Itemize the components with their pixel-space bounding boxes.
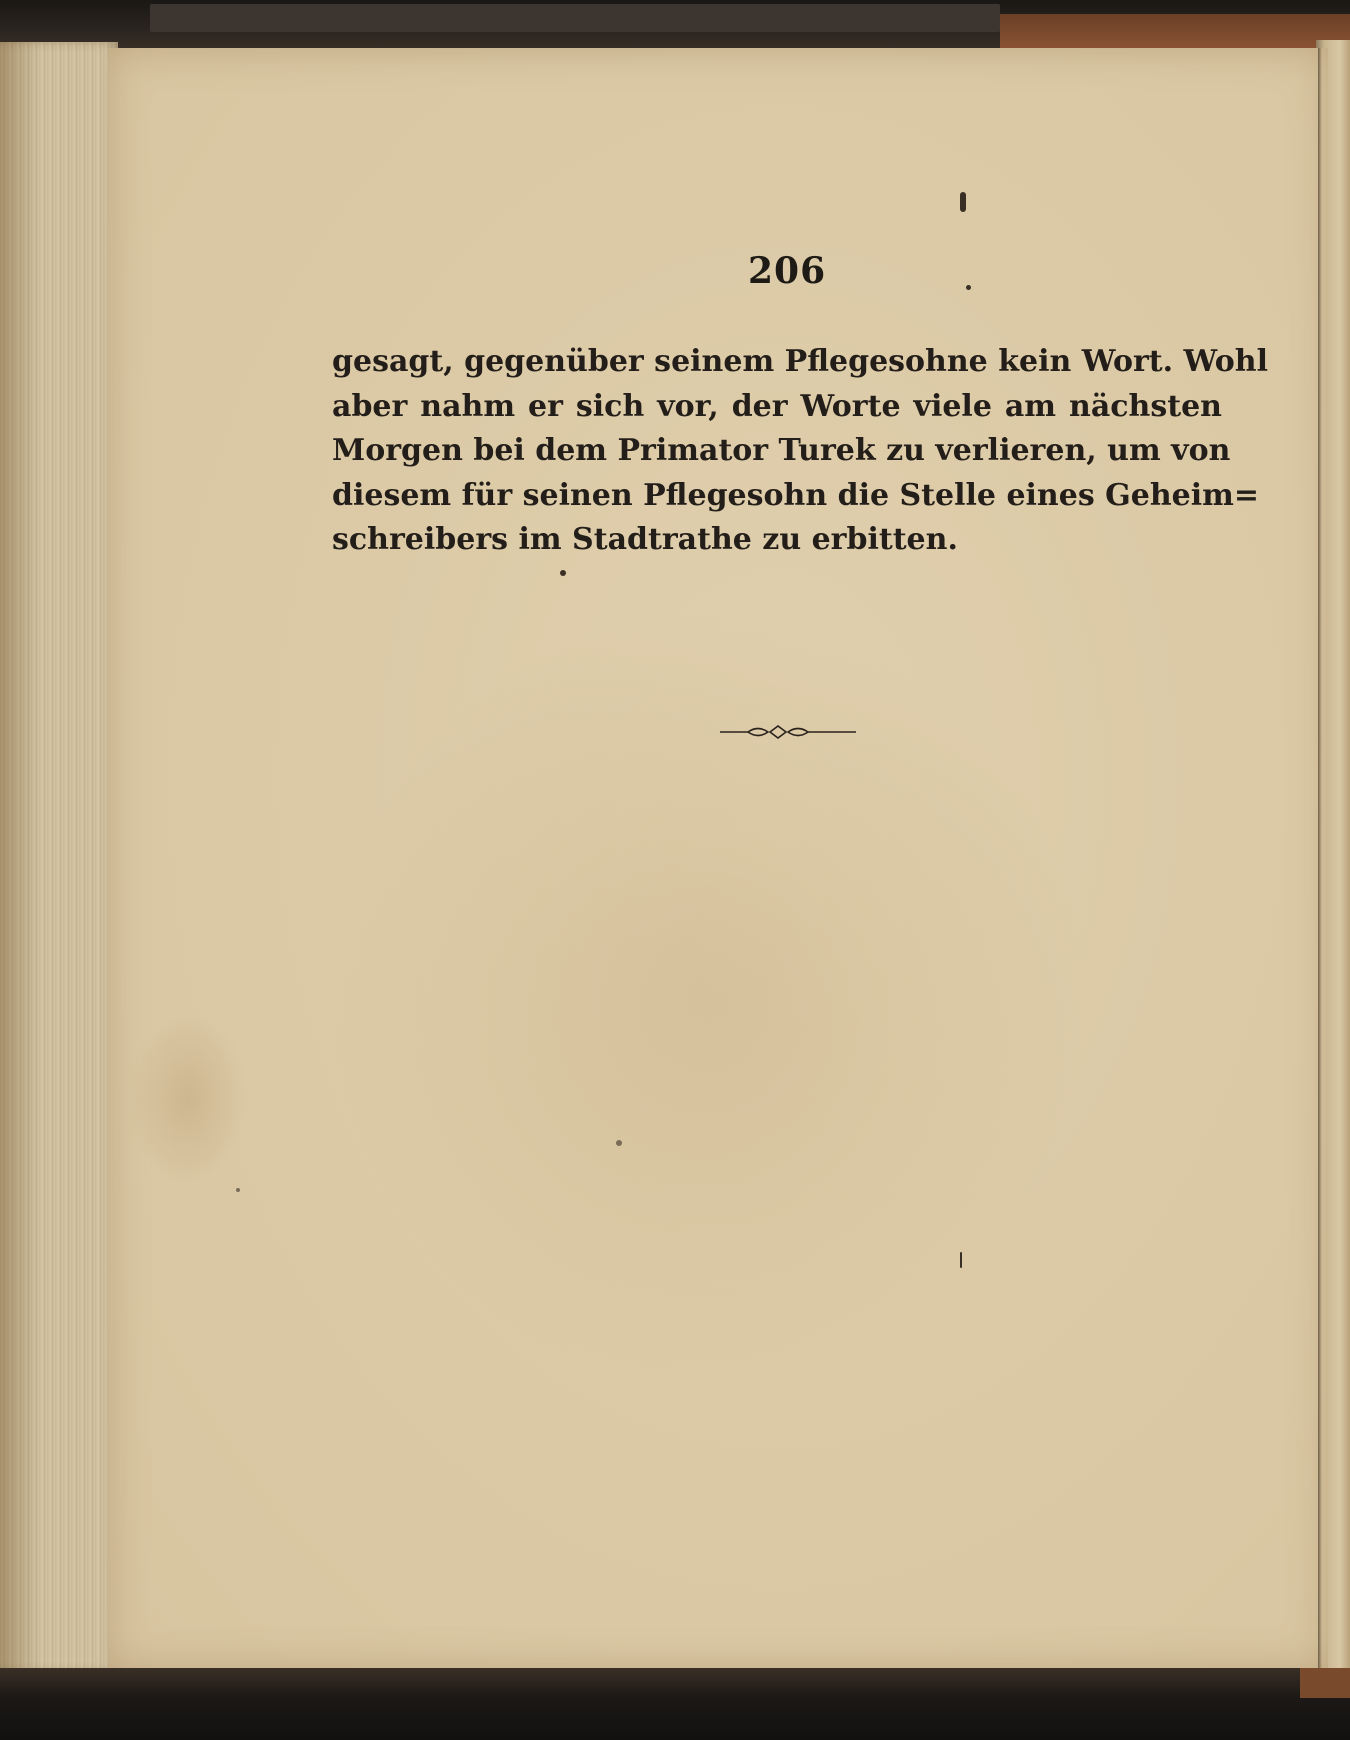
page-edges-stack <box>0 42 118 1672</box>
paper-stain <box>128 1008 248 1188</box>
specks <box>236 1188 240 1192</box>
specks <box>966 285 971 290</box>
gutter-shadow <box>1318 48 1322 1670</box>
book-cover-bottom <box>0 1668 1350 1740</box>
text-line: diesem für seinen Pflegesohn die Stelle eines Geheim= <box>332 477 1260 513</box>
specks <box>560 570 566 576</box>
spine-leather <box>150 4 1000 32</box>
body-text <box>332 340 1269 563</box>
text-line: gesagt, gegenüber seinem Pflegesohne kein Wort. Wohl <box>332 344 1269 379</box>
specks <box>616 1140 622 1146</box>
page-number: 206 <box>748 250 827 292</box>
ornamental-rule-icon <box>718 722 858 742</box>
book-cover-top <box>0 0 1350 50</box>
paper-stain <box>328 608 1088 1388</box>
text-line: Morgen bei dem Primator Turek zu verlieren, um von <box>332 433 1231 468</box>
cover-corner <box>1000 14 1350 48</box>
book-page <box>108 48 1328 1670</box>
text-line: schreibers im Stadtrathe zu erbitten. <box>332 522 958 557</box>
specks <box>960 1252 962 1268</box>
specks <box>960 192 966 212</box>
text-line: aber nahm er sich vor, der Worte viele am nächsten <box>332 388 1222 424</box>
